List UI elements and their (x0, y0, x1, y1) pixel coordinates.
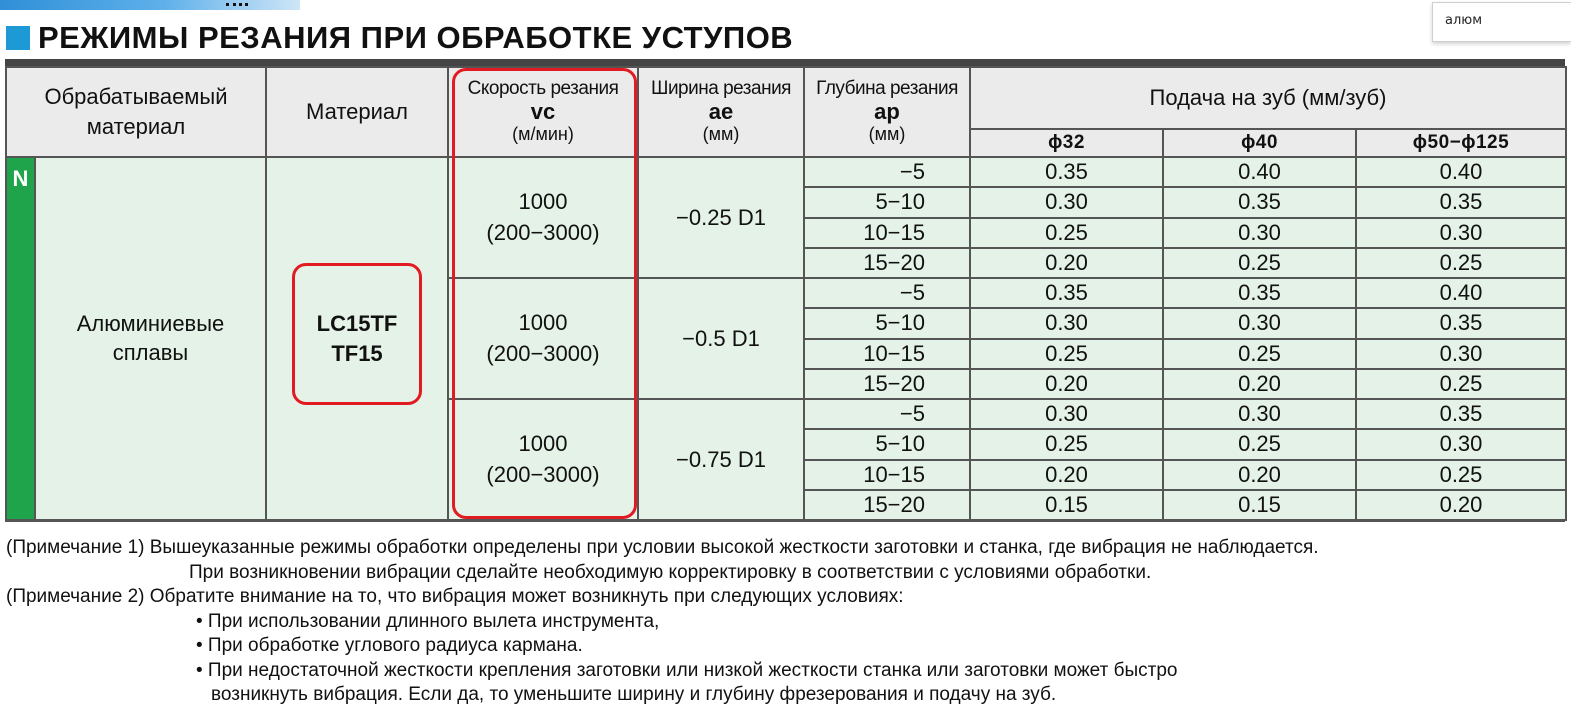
feed-d50-125-cell: 0.40 (1356, 157, 1566, 187)
header-feed: Подача на зуб (мм/зуб) (970, 67, 1566, 129)
header-ae-label: Ширина резания (651, 78, 791, 100)
feed-d32-cell: 0.25 (970, 218, 1163, 248)
header-ae-symbol: ae (708, 99, 734, 125)
feed-d50-125-cell: 0.25 (1356, 248, 1566, 278)
feed-d40-cell: 0.30 (1163, 308, 1356, 338)
cutting-depth-cell: 15−20 (804, 490, 970, 520)
table-body (6, 157, 1566, 520)
top-banner-strip (0, 0, 300, 10)
cutting-depth-cell: −5 (804, 399, 970, 429)
cutting-depth-cell: 10−15 (804, 339, 970, 369)
feed-d50-125-cell: 0.35 (1356, 399, 1566, 429)
cutting-depth-cell: 15−20 (804, 248, 970, 278)
feed-d50-125-cell: 0.25 (1356, 369, 1566, 399)
feed-d40-cell: 0.25 (1163, 248, 1356, 278)
header-diameter-40: ϕ40 (1163, 129, 1356, 157)
conditions-grid (5, 66, 1567, 521)
feed-d40-cell: 0.20 (1163, 369, 1356, 399)
feed-d32-cell: 0.15 (970, 490, 1163, 520)
cutting-depth-cell: 5−10 (804, 429, 970, 459)
feed-d32-cell: 0.30 (970, 187, 1163, 217)
feed-d32-cell: 0.25 (970, 339, 1163, 369)
feed-d32-cell: 0.20 (970, 248, 1163, 278)
cutting-speed-value: 1000 (518, 430, 568, 456)
header-ap-label: Глубина резания (816, 78, 958, 100)
cutting-depth-cell: −5 (804, 157, 970, 187)
cutting-speed-value: 1000 (518, 188, 568, 214)
search-input[interactable] (1445, 13, 1565, 28)
header-diameter-32: ϕ32 (970, 129, 1163, 157)
cutting-speed-cell (448, 399, 638, 520)
header-vc-label: Скорость резания (467, 78, 619, 100)
feed-d50-125-cell: 0.35 (1356, 308, 1566, 338)
workpiece-name: Алюминиевые сплавы (35, 157, 266, 520)
header-ae (638, 67, 804, 157)
cutting-speed-range: (200−3000) (486, 461, 600, 487)
feed-d40-cell: 0.35 (1163, 278, 1356, 308)
cutting-speed-cell (448, 278, 638, 399)
notes-section (6, 536, 1566, 708)
note-2-bullet-2: • При обработке углового радиуса кармана. (196, 635, 583, 656)
category-badge: N (6, 157, 35, 520)
note-1-line-2: При возникновении вибрации сделайте необходимую корректировку в соответствии с условиями обработки. (189, 561, 1152, 583)
banner-fragment (226, 3, 248, 10)
cutting-speed-range: (200−3000) (486, 219, 600, 245)
table-row (6, 157, 1566, 187)
note-2-bullet-3-line-2: возникнуть вибрация. Если да, то уменьшите ширину и глубину фрезерования и подачу на зуб. (211, 684, 1057, 705)
feed-d32-cell: 0.35 (970, 278, 1163, 308)
header-ae-unit: (мм) (702, 124, 740, 145)
feed-d32-cell: 0.20 (970, 460, 1163, 490)
feed-d50-125-cell: 0.30 (1356, 218, 1566, 248)
feed-d50-125-cell: 0.20 (1356, 490, 1566, 520)
feed-d40-cell: 0.40 (1163, 157, 1356, 187)
note-2-bullet-3-line-1: • При недостаточной жесткости крепления заготовки или низкой жесткости станка или заготовки может быстро (196, 659, 1178, 681)
search-popup[interactable] (1432, 2, 1571, 42)
tool-grade (266, 157, 448, 520)
cutting-depth-cell: 10−15 (804, 460, 970, 490)
feed-d40-cell: 0.35 (1163, 187, 1356, 217)
heading-square-icon (6, 26, 30, 50)
page-title: РЕЖИМЫ РЕЗАНИЯ ПРИ ОБРАБОТКЕ УСТУПОВ (38, 20, 794, 55)
header-ap-unit: (мм) (868, 124, 906, 145)
cutting-width-cell: −0.25 D1 (638, 157, 804, 278)
cutting-speed-cell (448, 157, 638, 278)
header-ap-symbol: ap (874, 99, 900, 125)
feed-d40-cell: 0.25 (1163, 339, 1356, 369)
header-vc-unit: (м/мин) (512, 124, 574, 145)
feed-d32-cell: 0.25 (970, 429, 1163, 459)
cutting-width-cell: −0.5 D1 (638, 278, 804, 399)
grade-line-1: LC15TF (316, 310, 398, 336)
feed-d32-cell: 0.30 (970, 308, 1163, 338)
feed-d50-125-cell: 0.25 (1356, 460, 1566, 490)
cutting-speed-range: (200−3000) (486, 340, 600, 366)
cutting-depth-cell: −5 (804, 278, 970, 308)
header-vc-symbol: vc (530, 99, 556, 125)
header-workpiece: Обрабатываемый материал (6, 67, 266, 157)
feed-d32-cell: 0.20 (970, 369, 1163, 399)
cutting-depth-cell: 15−20 (804, 369, 970, 399)
feed-d40-cell: 0.30 (1163, 399, 1356, 429)
header-vc (448, 67, 638, 157)
cutting-depth-cell: 5−10 (804, 187, 970, 217)
feed-d50-125-cell: 0.30 (1356, 429, 1566, 459)
header-material: Материал (266, 67, 448, 157)
cutting-width-cell: −0.75 D1 (638, 399, 804, 520)
note-2-line-1: (Примечание 2) Обратите внимание на то, что вибрация может возникнуть при следующих условиях: (6, 586, 904, 607)
feed-d40-cell: 0.30 (1163, 218, 1356, 248)
feed-d32-cell: 0.30 (970, 399, 1163, 429)
note-1-line-1: (Примечание 1) Вышеуказанные режимы обработки определены при условии высокой жесткости заготовки и станка, где вибрация не наблюдается. (6, 537, 1319, 558)
cutting-depth-cell: 10−15 (804, 218, 970, 248)
grade-line-2: TF15 (331, 340, 383, 366)
note-2-bullet-1: • При использовании длинного вылета инструмента, (196, 610, 660, 632)
feed-d40-cell: 0.20 (1163, 460, 1356, 490)
feed-d50-125-cell: 0.40 (1356, 278, 1566, 308)
cutting-depth-cell: 5−10 (804, 308, 970, 338)
feed-d40-cell: 0.25 (1163, 429, 1356, 459)
page-heading (6, 18, 793, 58)
feed-d50-125-cell: 0.30 (1356, 339, 1566, 369)
header-ap (804, 67, 970, 157)
feed-d40-cell: 0.15 (1163, 490, 1356, 520)
feed-d50-125-cell: 0.35 (1356, 187, 1566, 217)
header-diameter-50-125: ϕ50−ϕ125 (1356, 129, 1566, 157)
cutting-conditions-table (5, 59, 1565, 522)
feed-d32-cell: 0.35 (970, 157, 1163, 187)
cutting-speed-value: 1000 (518, 309, 568, 335)
